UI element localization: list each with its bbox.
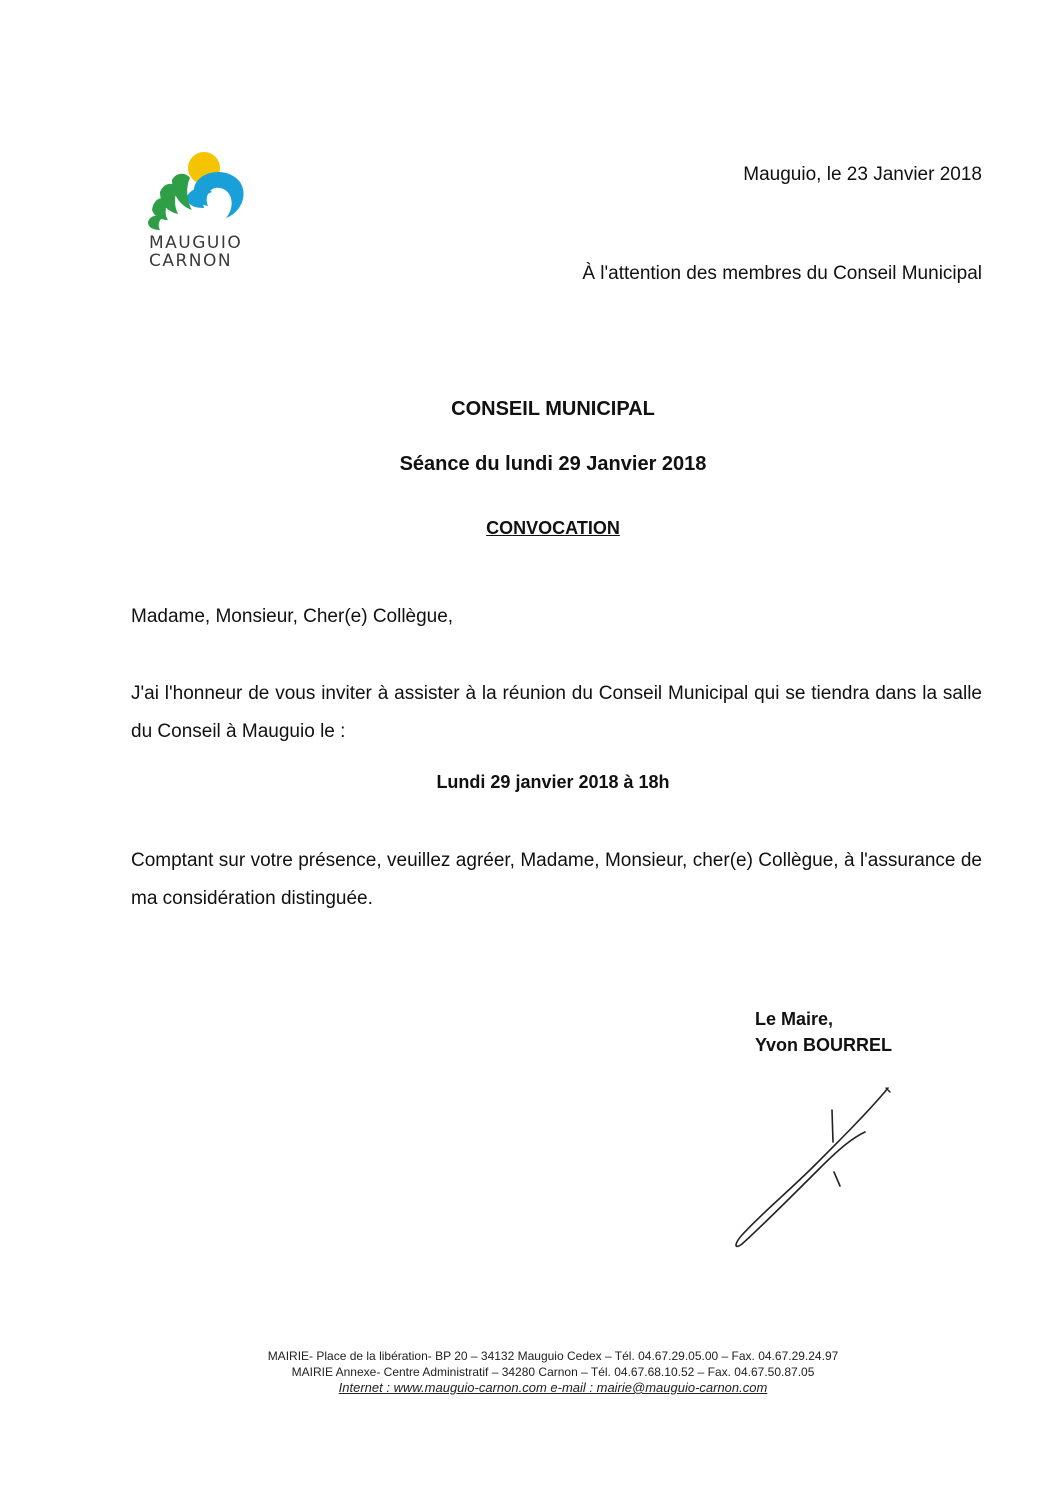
document-title: CONSEIL MUNICIPAL [451,398,655,420]
invitation-paragraph: J'ai l'honneur de vous inviter à assister à la réunion du Conseil Municipal qui se tiendra dans la salle du Conseil à Mauguio le : [131,683,982,742]
handwritten-signature [720,1080,900,1250]
logo-graphic [146,148,250,232]
footer-line-mairie: MAIRIE- Place de la libération- BP 20 – 34132 Mauguio Cedex – Tél. 04.67.29.05.00 – Fax. 04.67.29.24.97 [267,1349,839,1363]
signer-block [755,1006,892,1058]
page-footer [0,1348,1058,1396]
recipient-line: À l'attention des membres du Conseil Municipal [582,263,982,284]
signer-name: Yvon BOURREL [755,1035,893,1055]
footer-line-annexe: MAIRIE Annexe- Centre Administratif – 34280 Carnon – Tél. 04.67.68.10.52 – Fax. 04.67.50.87.05 [291,1365,815,1379]
signer-role: Le Maire, [755,1009,834,1029]
session-subtitle: Séance du lundi 29 Janvier 2018 [399,453,707,475]
letter-date: Mauguio, le 23 Janvier 2018 [743,164,982,185]
closing-paragraph: Comptant sur votre présence, veuillez agréer, Madame, Monsieur, cher(e) Collègue, à l'assurance de ma considération distinguée. [131,850,982,909]
convocation-heading: CONVOCATION [486,518,620,538]
mauguio-carnon-logo [146,148,250,272]
salutation: Madame, Monsieur, Cher(e) Collègue, [131,606,454,627]
logo-text-carnon: CARNON [149,251,233,271]
meeting-datetime: Lundi 29 janvier 2018 à 18h [436,772,670,792]
logo-text-mauguio: MAUGUIO [149,233,243,253]
footer-line-contact: Internet : www.mauguio-carnon.com e-mail : mairie@mauguio-carnon.com [338,1380,768,1395]
